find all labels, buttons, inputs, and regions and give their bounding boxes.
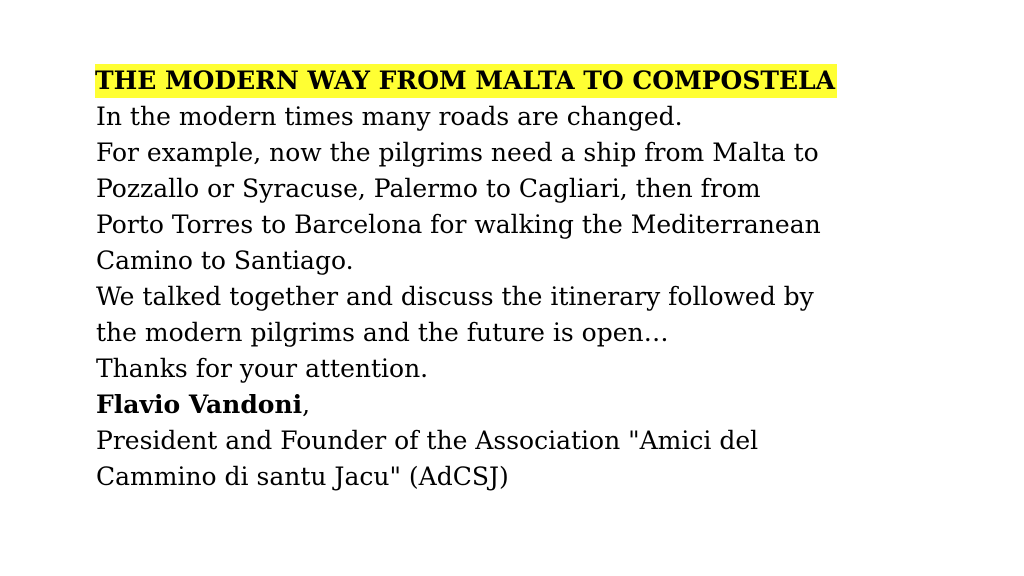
- body-line: the modern pilgrims and the future is open…: [96, 318, 669, 347]
- body-line: For example, now the pilgrims need a ship from Malta to: [96, 138, 819, 167]
- slide-heading: THE MODERN WAY FROM MALTA TO COMPOSTELA: [95, 64, 837, 98]
- signature-name: Flavio Vandoni: [96, 390, 303, 419]
- body-line: Camino to Santiago.: [96, 246, 354, 275]
- signature-role-line: Cammino di santu Jacu" (AdCSJ): [96, 462, 509, 491]
- heading-line: [96, 63, 996, 99]
- body-line: Thanks for your attention.: [96, 354, 429, 383]
- signature-line: [96, 387, 996, 423]
- body-line: Porto Torres to Barcelona for walking the Mediterranean: [96, 210, 821, 239]
- body-line: We talked together and discuss the itinerary followed by: [96, 282, 814, 311]
- body-line: Pozzallo or Syracuse, Palermo to Cagliari, then from: [96, 174, 761, 203]
- slide-content: [96, 63, 996, 495]
- signature-role-line: President and Founder of the Association "Amici del: [96, 426, 759, 455]
- body-line: In the modern times many roads are changed.: [96, 102, 683, 131]
- signature-punctuation: ,: [302, 390, 311, 419]
